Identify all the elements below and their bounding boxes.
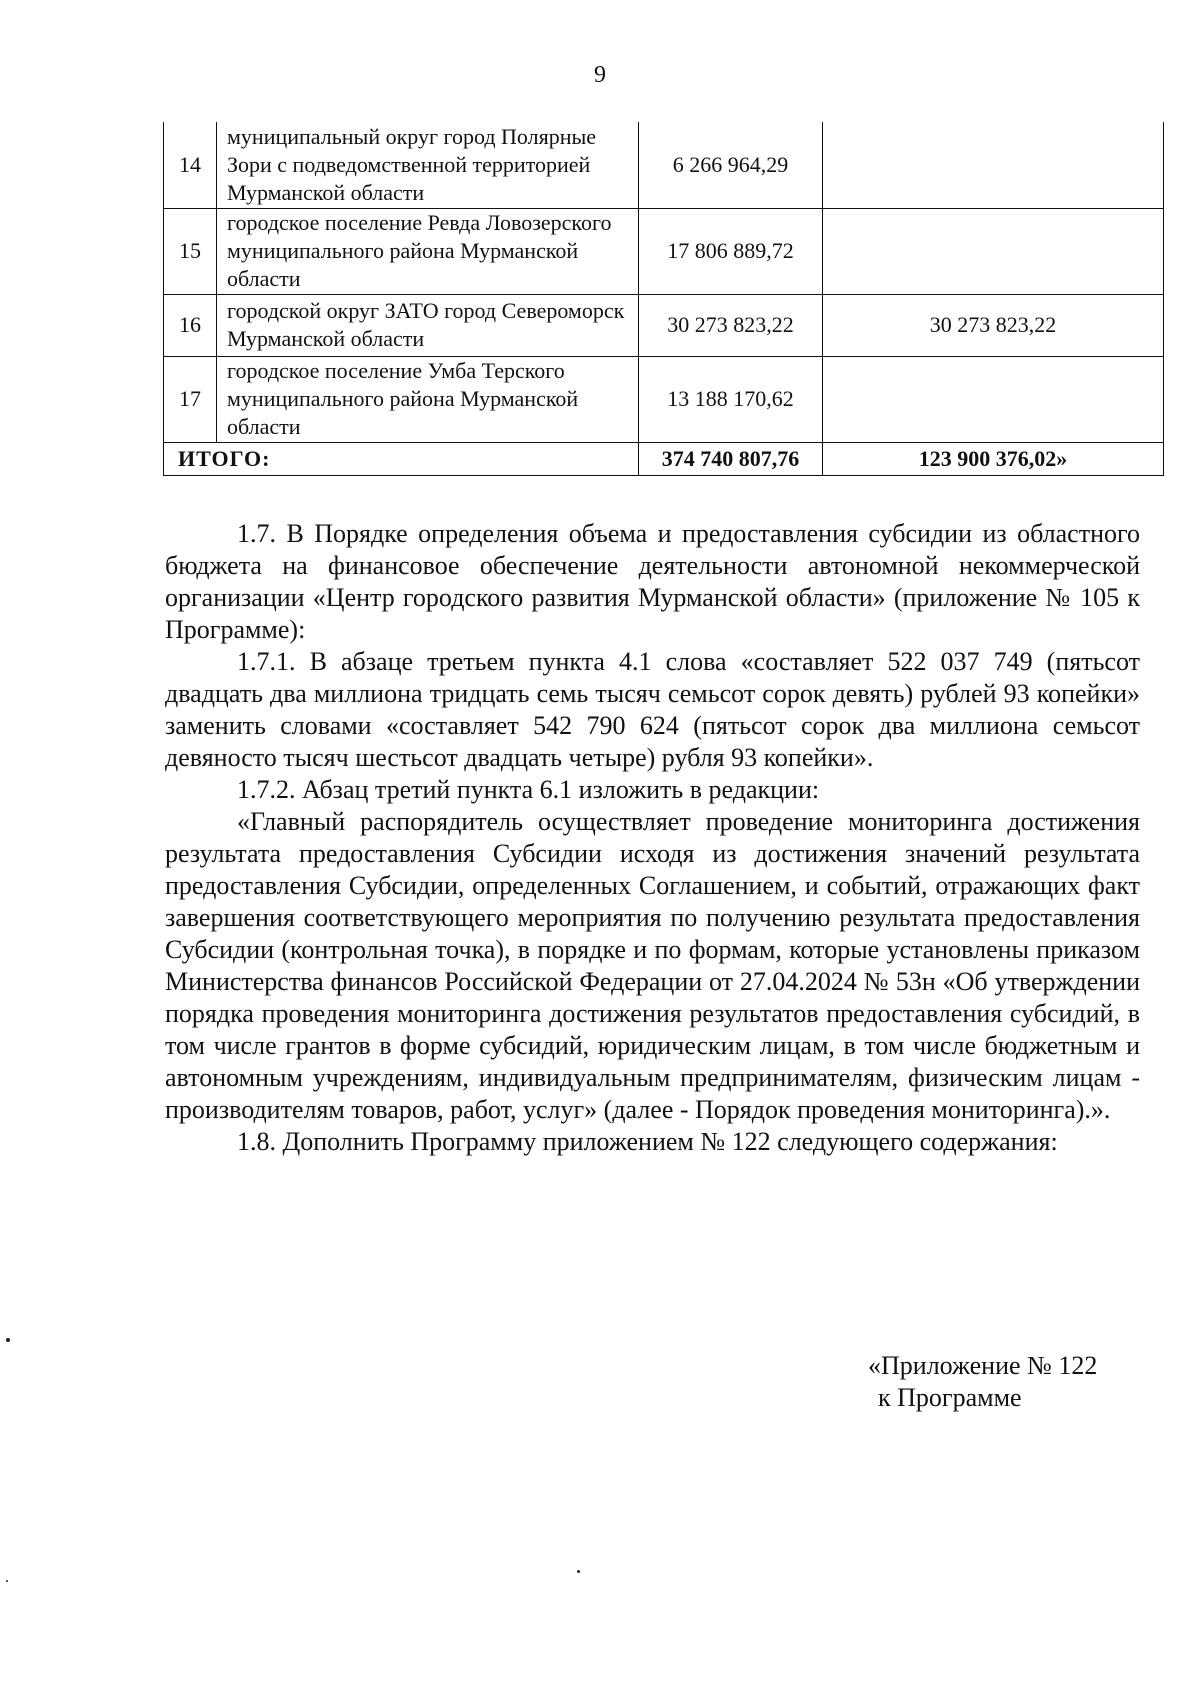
amount-total: 13 188 170,62 [639, 356, 823, 442]
paragraph: 1.7. В Порядке определения объема и предоставления субсидии из областного бюджета на финансовое обеспечение деятельности автономной некоммерческой организации «Центр городского развития Мурманской области» (приложение № 105 к Программе): [165, 519, 1140, 644]
municipality-name: муниципальный округ город Полярные Зори с подведомственной территорией Мурманской области [217, 122, 639, 208]
appendix-title: «Приложение № 122 [868, 1351, 1098, 1380]
municipality-name: городской округ ЗАТО город Североморск Мурманской области [217, 294, 639, 356]
row-number: 15 [164, 208, 217, 294]
paragraph: 1.7.1. В абзаце третьем пункта 4.1 слова «составляет 522 037 749 (пятьсот двадцать два миллиона тридцать семь тысяч семьсот сорок девять) рублей 93 копейки» заменить словами «составляет 542 790 624 (пятьсот сорок два миллиона семьсот девяносто тысяч шестьсот двадцать четыре) рубля 93 копейки». [165, 647, 1140, 772]
paragraph: 1.8. Дополнить Программу приложением № 122 следующего содержания: [237, 1127, 1058, 1156]
appendix-reference [868, 1350, 1097, 1414]
budget-table [163, 122, 1164, 476]
paragraph: «Главный распорядитель осуществляет проведение мониторинга достижения результата предоставления Субсидии исходя из достижения значений результата предоставления Субсидии, определенных Соглашением, и событий, отражающих факт завершения соответствующего мероприятия по получению результата предоставления Субсидии (контрольная точка), в порядке и по формам, которые установлены приказом Министерства финансов Российской Федерации от 27.04.2024 № 53н «Об утверждении порядка проведения мониторинга достижения результатов предоставления субсидий, в том числе грантов в форме субсидий, юридическим лицам, в том числе бюджетным и автономным учреждениям, индивидуальным предпринимателям, физическим лицам - производителям товаров, работ, услуг» (далее - Порядок проведения мониторинга).». [165, 807, 1140, 1124]
appendix-subtitle: к Программе [878, 1383, 1022, 1412]
total-label: ИТОГО: [164, 442, 639, 475]
table-row [164, 294, 1164, 356]
row-number: 14 [164, 122, 217, 208]
amount-total: 17 806 889,72 [639, 208, 823, 294]
table-row [164, 356, 1164, 442]
table-total-row [164, 442, 1164, 475]
table-row [164, 122, 1164, 208]
row-number: 16 [164, 294, 217, 356]
document-body [165, 518, 1140, 1158]
table-row [164, 208, 1164, 294]
municipality-name: городское поселение Ревда Ловозерского муниципального района Мурманской области [217, 208, 639, 294]
total-amount: 374 740 807,76 [639, 442, 823, 475]
budget-table-fragment [163, 122, 1143, 476]
amount-total: 30 273 823,22 [639, 294, 823, 356]
municipality-name: городское поселение Умба Терского муниципального района Мурманской области [217, 356, 639, 442]
amount-second [823, 356, 1164, 442]
amount-total: 6 266 964,29 [639, 122, 823, 208]
scan-speck [6, 1338, 10, 1342]
scan-speck [6, 1580, 8, 1582]
amount-second [823, 208, 1164, 294]
row-number: 17 [164, 356, 217, 442]
amount-second [823, 122, 1164, 208]
paragraph: 1.7.2. Абзац третий пункта 6.1 изложить в редакции: [237, 775, 820, 804]
amount-second: 30 273 823,22 [823, 294, 1164, 356]
total-amount-second: 123 900 376,02» [823, 442, 1164, 475]
page-number: 9 [594, 62, 606, 88]
scan-speck [577, 1570, 580, 1573]
